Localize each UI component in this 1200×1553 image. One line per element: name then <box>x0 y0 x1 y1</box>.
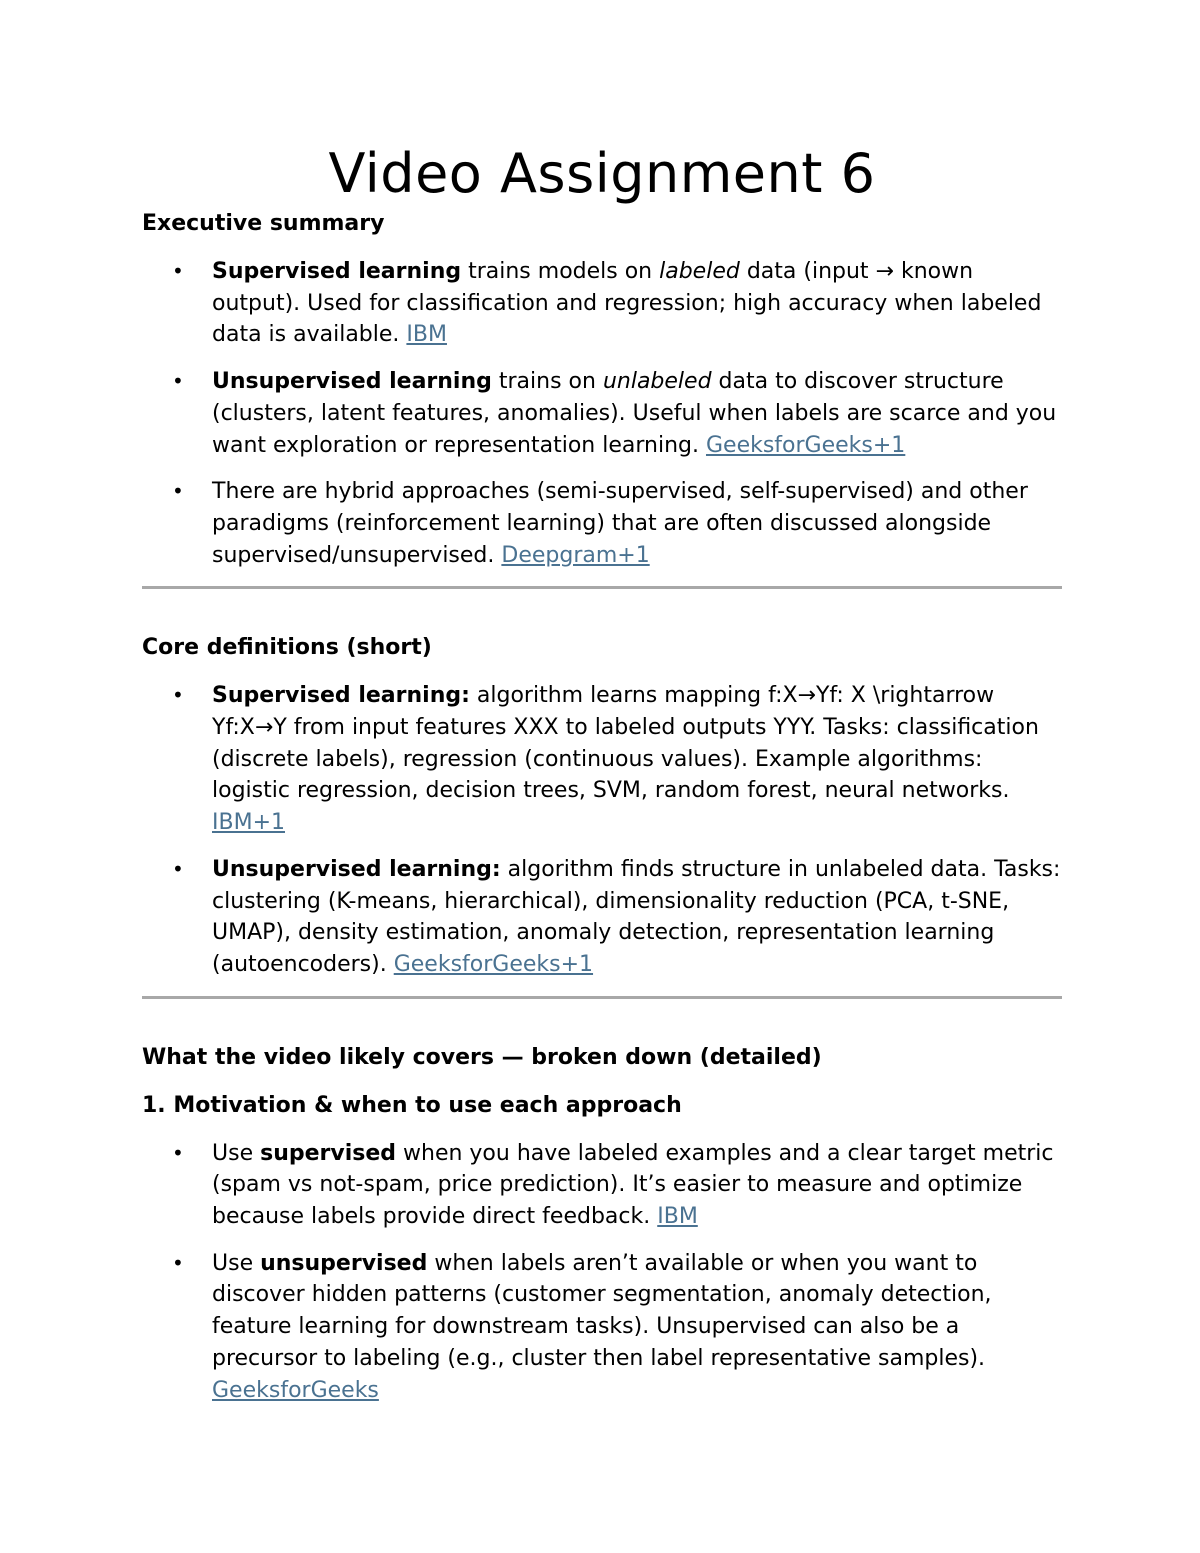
term-italic: unlabeled <box>602 369 712 395</box>
item-text: Use <box>212 1140 261 1166</box>
document-title: Video Assignment 6 <box>328 142 876 205</box>
video-covers-list <box>142 1138 1062 1407</box>
term-italic: labeled <box>659 259 740 284</box>
motivation-subheading: 1. Motivation & when to use each approach <box>142 1092 682 1118</box>
core-definitions-list <box>142 680 1062 980</box>
source-link-ibm[interactable]: IBM <box>406 322 447 348</box>
bullet-icon: • <box>172 369 184 394</box>
item-text: Use <box>212 1250 261 1276</box>
item-text: when you have labeled examples and a clear target metric (spam vs not-spam, price prediction). It’s easier to measure and optimize because labels provide direct feedback. <box>212 1140 1054 1230</box>
term-bold: supervised <box>260 1140 397 1166</box>
source-link-deepgram[interactable]: Deepgram+1 <box>501 542 650 568</box>
source-link-geeksforgeeks[interactable]: GeeksforGeeks+1 <box>705 432 906 458</box>
section-divider <box>142 586 1062 589</box>
document-page <box>142 138 1062 1421</box>
bullet-icon: • <box>172 479 184 504</box>
list-item <box>142 680 1062 839</box>
list-item <box>142 1138 1062 1233</box>
bullet-icon: • <box>172 683 184 708</box>
item-text: algorithm finds structure in unlabeled data. Tasks: clustering (K-means, hierarchical), dimensionality reduction (PCA, t-SNE, UMAP), density estimation, anomaly detection, representation learning (autoencoders). <box>212 856 1061 977</box>
term-bold: Unsupervised learning: <box>212 856 501 882</box>
bullet-icon: • <box>172 259 184 283</box>
source-link-geeksforgeeks[interactable]: GeeksforGeeks+1 <box>393 951 594 977</box>
term-bold: Supervised learning: <box>212 683 470 709</box>
term-bold: unsupervised <box>260 1250 428 1276</box>
core-definitions-heading: Core definitions (short) <box>142 635 432 661</box>
item-text: trains on <box>491 369 603 395</box>
item-text: data to discover structure (clusters, latent features, anomalies). Useful when labels are scarce and you want exploration or representation learning. <box>212 369 1057 458</box>
list-item <box>142 366 1062 461</box>
term-bold: Unsupervised learning <box>212 369 492 395</box>
item-text: trains models on <box>461 259 660 284</box>
bullet-icon: • <box>172 1140 184 1165</box>
video-covers-heading: What the video likely covers — broken down (detailed) <box>142 1044 822 1070</box>
bullet-icon: • <box>172 856 184 881</box>
list-item <box>142 476 1062 571</box>
item-text: algorithm learns mapping f:X→Yf: X \rightarrow Yf:X→Y from input features XXX to labeled outputs YYY. Tasks: classification (discrete labels), regression (continuous values). Example algorithms: logistic regression, decision trees, SVM, random forest, neural networks. <box>212 683 1039 804</box>
list-item <box>142 1248 1062 1407</box>
source-link-ibm[interactable]: IBM+1 <box>212 810 285 836</box>
item-text: when labels aren’t available or when you want to discover hidden patterns (customer segmentation, anomaly detection, feature learning for downstream tasks). Unsupervised can also be a precursor to labeling (e.g., cluster then label representative samples). <box>212 1250 992 1371</box>
term-bold: Supervised learning <box>212 259 462 284</box>
executive-summary-heading: Executive summary <box>142 211 385 236</box>
bullet-icon: • <box>172 1250 184 1275</box>
executive-summary-list <box>142 256 1062 571</box>
source-link-ibm[interactable]: IBM <box>657 1204 698 1230</box>
item-text: There are hybrid approaches (semi-supervised, self-supervised) and other paradigms (reinforcement learning) that are often discussed alongside supervised/unsupervised. <box>212 479 1028 568</box>
list-item <box>142 256 1062 351</box>
section-divider <box>142 996 1062 999</box>
item-text: data (input → known output). Used for classification and regression; high accuracy when labeled data is available. <box>212 259 1042 348</box>
list-item <box>142 854 1062 981</box>
source-link-geeksforgeeks[interactable]: GeeksforGeeks <box>212 1377 379 1403</box>
